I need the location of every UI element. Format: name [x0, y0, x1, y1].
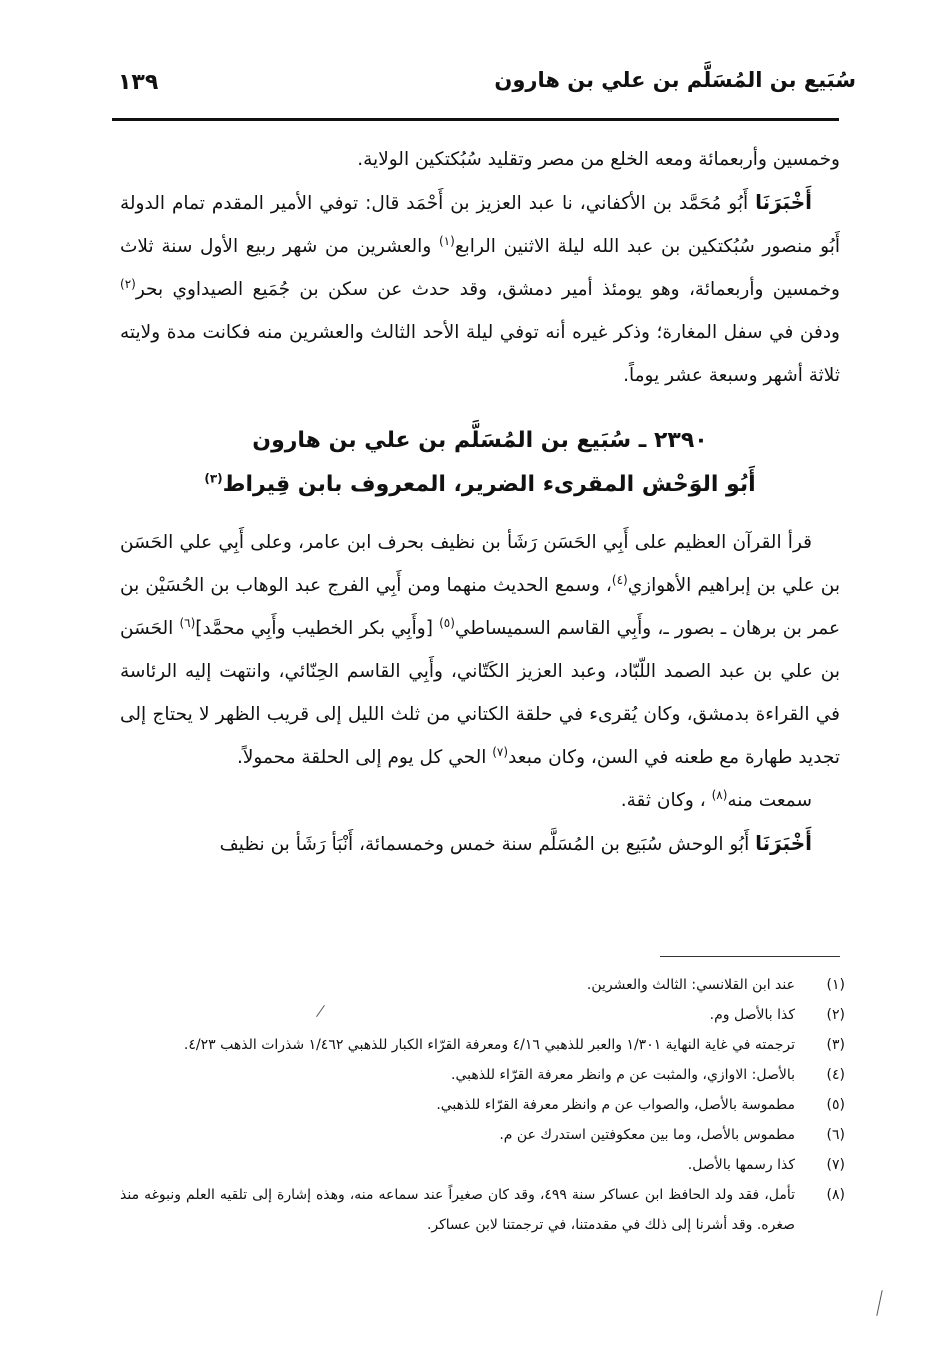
footnote-text: كذا رسمها بالأصل.	[687, 1157, 795, 1173]
footnote	[120, 970, 845, 1000]
paragraph-2-text-c: ودفن في سفل المغارة؛ وذكر غيره أنه توفي ليلة الأحد الثالث والعشرين منه فكانت مدة ولايته ثلاثة أشهر وسبعة عشر يوماً.	[120, 322, 840, 386]
footnote-ref-5: (٥)	[439, 615, 455, 630]
footnote	[120, 1150, 845, 1180]
footnote-number: (١)	[826, 977, 845, 993]
footnote-rule	[660, 956, 840, 957]
paragraph-5-text: أَبُو الوحش سُبَيع بن المُسَلَّم سنة خمس وخمسمائة، أَنْبَأ رَشَأ بن نظيف	[219, 834, 756, 855]
paragraph-3-text-b: ، وسمع الحديث منهما ومن أَبِي الفرج عبد الوهاب بن الحُسَيْن بن عمر بن برهان ـ بصور ـ، وأَبِي القاسم السميساطي	[120, 575, 840, 639]
footnote-number: (٦)	[826, 1127, 845, 1143]
footnote-ref-8: (٨)	[711, 787, 728, 802]
scan-mark	[876, 1290, 882, 1316]
footnotes	[120, 970, 845, 1240]
footnote-text: كذا بالأصل وم.	[709, 1007, 795, 1023]
footnote	[120, 1180, 845, 1240]
footnote	[120, 1000, 845, 1030]
entry-heading-line-1: ٢٣٩٠ ـ سُبَيع بن المُسَلَّم بن علي بن هارون	[252, 428, 708, 453]
entry-heading-line-2	[120, 463, 840, 507]
paragraph-4-text-a: سمعت منه	[727, 790, 812, 811]
isnad-keyword: أَخْبَرَنَا	[755, 190, 812, 214]
footnote-number: (٧)	[826, 1157, 845, 1173]
spacer	[120, 507, 840, 521]
header-rule	[112, 118, 839, 121]
footnote-number: (٣)	[826, 1037, 845, 1053]
main-text	[120, 138, 840, 866]
paragraph-3-text-d: الحَسَن بن علي بن عبد الصمد اللّبّاد، وعبد العزيز الكَتّاني، وأَبِي القاسم الحِنّائي، وانتهت إليه الرئاسة في القراءة بدمشق، وكان يُقرىء في حلقة الكتاني من ثلث الليل إلى قريب الظهر لا يحتاج إلى تجديد طهارة مع طعنه في السن، وكان مبعد	[120, 618, 840, 768]
footnote	[120, 1120, 845, 1150]
paragraph-5	[120, 822, 840, 866]
paragraph-4-text-b: ، وكان ثقة.	[620, 790, 712, 811]
paragraph-2-text-a: أَبُو مُحَمَّد بن الأكفاني، نا عبد العزيز بن أَحْمَد قال: توفي الأمير المقدم تمام الدولة أَبُو منصور سُبُكتكين بن عبد الله ليلة الاثنين الرابع	[120, 193, 840, 257]
footnote-ref-4: (٤)	[611, 572, 628, 587]
paragraph-3	[120, 521, 840, 779]
footnote	[120, 1060, 845, 1090]
paragraph-2	[120, 181, 840, 397]
page-number: ١٣٩	[118, 70, 159, 95]
footnote	[120, 1090, 845, 1120]
paragraph-2-text-b: والعشرين من شهر ربيع الأول سنة ثلاث وخمسين وأربعمائة، وهو يومئذ أمير دمشق، وقد حدث عن سكن بن جُمَيع الصيداوي بحر	[120, 236, 840, 300]
paragraph-4	[120, 779, 840, 822]
entry-heading-subtitle: أَبُو الوَحْش المقرىء الضرير، المعروف بابن قِيراط	[222, 472, 756, 497]
footnote-number: (٥)	[826, 1097, 845, 1113]
footnote-text: بالأصل: الاوازي، والمثبت عن م وانظر معرفة القرّاء للذهبي.	[451, 1067, 795, 1083]
paragraph-3-text-e: الحي كل يوم إلى الحلقة محمولاً.	[236, 747, 493, 768]
footnote-text: عند ابن القلانسي: الثالث والعشرين.	[586, 977, 795, 993]
footnote-ref-6: (٦)	[179, 615, 196, 630]
paragraph-3-text-a: قرأ القرآن العظيم على أَبِي الحَسَن رَشَأ بن نظيف بحرف ابن عامر، وعلى أَبِي علي الحَسَن بن علي بن إبراهيم الأهوازي	[120, 532, 840, 596]
footnote-text: مطموس بالأصل، وما بين معكوفتين استدرك عن م.	[499, 1127, 795, 1143]
footnote-number: (٨)	[826, 1187, 845, 1203]
footnote-number: (٢)	[826, 1007, 845, 1023]
footnote-text: تأمل، فقد ولد الحافظ ابن عساكر سنة ٤٩٩، وقد كان صغيراً عند سماعه منه، وهذه إشارة إلى تلقيه العلم ونبوغه منذ صغره. وقد أشرنا إلى ذلك في مقدمتنا، في ترجمتنا لابن عساكر.	[120, 1187, 795, 1233]
footnote	[120, 1030, 845, 1060]
paragraph-3-text-c: [وأَبِي بكر الخطيب وأَبِي محمَّد]	[195, 618, 440, 639]
paragraph-1	[120, 138, 840, 181]
isnad-keyword: أَخْبَرَنَا	[755, 831, 812, 855]
footnote-number: (٤)	[826, 1067, 845, 1083]
footnote-text: مطموسة بالأصل، والصواب عن م وانظر معرفة القرّاء للذهبي.	[436, 1097, 795, 1113]
footnote-ref-1: (١)	[438, 233, 455, 248]
spacer	[120, 397, 840, 419]
paragraph-1-text: وخمسين وأربعمائة ومعه الخلع من مصر وتقليد سُبُكتكين الولاية.	[357, 149, 840, 170]
footnote-ref-2: (٢)	[120, 276, 136, 291]
footnote-ref-3: (٣)	[204, 471, 223, 486]
running-title: سُبَيع بن المُسَلَّم بن علي بن هارون	[494, 68, 856, 92]
footnote-ref-7: (٧)	[492, 744, 509, 759]
footnote-text: ترجمته في غاية النهاية ١/٣٠١ والعبر للذهبي ٤/١٦ ومعرفة القرّاء الكبار للذهبي ١/٤٦٢ شذرات الذهب ٤/٢٣.	[183, 1037, 795, 1053]
